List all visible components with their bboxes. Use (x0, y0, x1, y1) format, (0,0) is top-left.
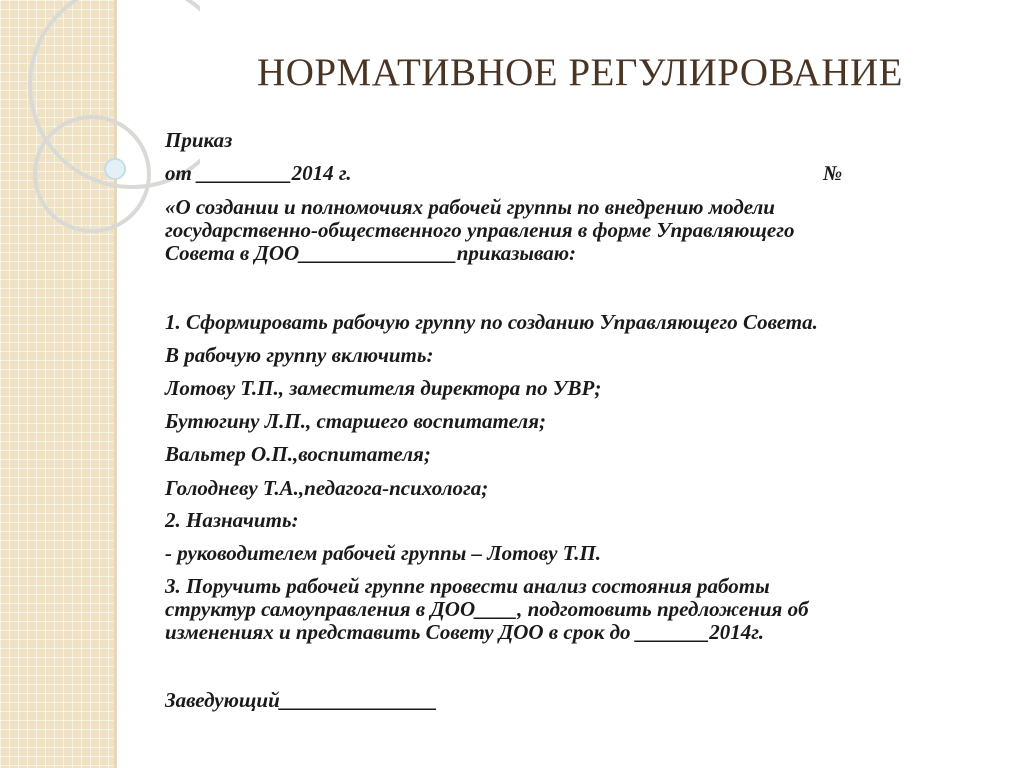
order-item-1: 1. Сформировать рабочую группу по созданию Управляющего Совета. (165, 310, 818, 334)
order-number-sign: № (823, 161, 843, 185)
order-date-line: от _________2014 г. (165, 161, 352, 185)
order-include-heading: В рабочую группу включить: (165, 343, 434, 367)
order-member: Лотову Т.П., заместителя директора по УВР; (165, 376, 602, 400)
order-heading: Приказ (165, 128, 233, 152)
order-subject-line: Совета в ДОО_______________приказываю: (165, 241, 577, 265)
order-member: Бутюгину Л.П., старшего воспитателя; (165, 409, 547, 433)
order-item-2: 2. Назначить: (165, 508, 299, 532)
order-item-3-line: 3. Поручить рабочей группе провести анализ состояния работы (165, 574, 770, 598)
order-member: Голодневу Т.А.,педагога-психолога; (165, 476, 489, 500)
order-item-3-line: изменениях и представить Совету ДОО в срок до _______2014г. (165, 620, 765, 644)
page-title: НОРМАТИВНОЕ РЕГУЛИРОВАНИЕ (257, 51, 903, 94)
order-item-3-line: структур самоуправления в ДОО____, подготовить предложения об (165, 597, 809, 621)
order-leader-line: - руководителем рабочей группы – Лотову Т.П. (165, 541, 602, 565)
order-subject-line: «О создании и полномочиях рабочей группы по внедрению модели (165, 195, 775, 219)
signature-line: Заведующий_______________ (165, 688, 438, 712)
decorative-dot (105, 159, 125, 179)
decorative-small-circle (35, 117, 149, 231)
order-subject-line: государственно-общественного управления в форме Управляющего (165, 218, 795, 242)
order-member: Вальтер О.П.,воспитателя; (165, 442, 431, 466)
